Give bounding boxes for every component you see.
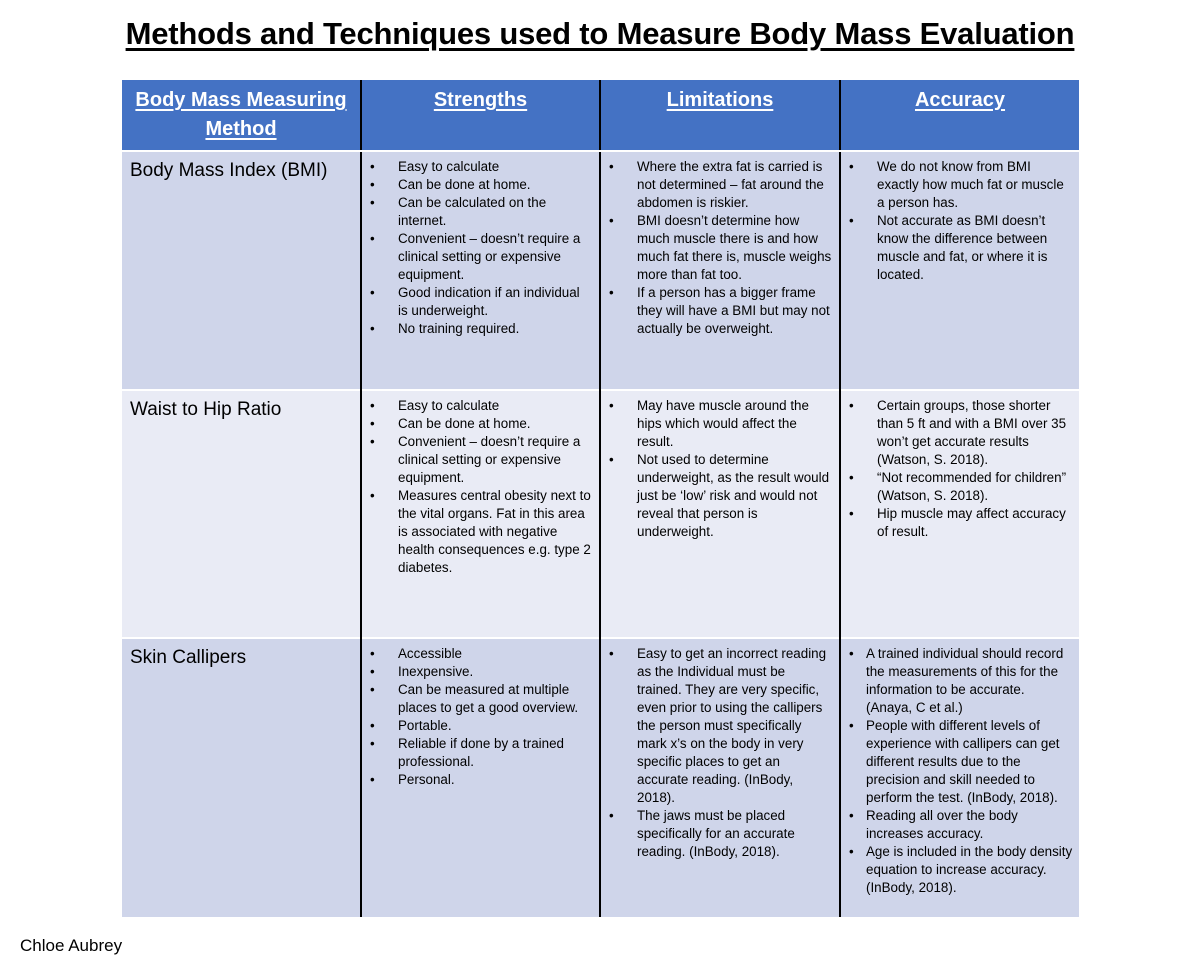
list-item: • We do not know from BMI exactly how much fat or muscle a person has. (849, 158, 1073, 212)
list-item: • Can be calculated on the internet. (370, 194, 593, 230)
accuracy-list (841, 152, 1079, 284)
method-name: Body Mass Index (BMI) (130, 160, 328, 181)
author-name: Chloe Aubrey (20, 936, 123, 955)
page-title: Methods and Techniques used to Measure Body Mass Evaluation (125, 16, 1075, 51)
list-item: • Where the extra fat is carried is not determined – fat around the abdomen is riskier. (609, 158, 833, 212)
list-item: • Can be done at home. (370, 415, 593, 433)
table-row (122, 638, 1079, 917)
method-name: Skin Callipers (130, 647, 247, 668)
header-limitations: Limitations (600, 80, 840, 151)
limitations-cell (600, 638, 840, 917)
limitations-list (601, 152, 839, 338)
header-strengths: Strengths (361, 80, 600, 151)
method-cell (122, 151, 361, 390)
strengths-cell (361, 638, 600, 917)
list-item: • Convenient – doesn’t require a clinical setting or expensive equipment. (370, 433, 593, 487)
strengths-cell (361, 151, 600, 390)
list-item: • “Not recommended for children” (Watson, S. 2018). (849, 469, 1073, 505)
comparison-table (122, 80, 1079, 917)
table-row (122, 390, 1079, 638)
accuracy-cell (840, 151, 1079, 390)
list-item: • Good indication if an individual is underweight. (370, 284, 593, 320)
list-item: • Not used to determine underweight, as the result would just be ‘low’ risk and would not reveal that person is underweight. (609, 451, 833, 541)
list-item: • Accessible (370, 645, 593, 663)
list-item: • Age is included in the body density equation to increase accuracy. (InBody, 2018). (849, 843, 1073, 897)
limitations-list (601, 391, 839, 541)
header-method: Body Mass Measuring Method (122, 80, 361, 151)
strengths-list (362, 391, 599, 577)
accuracy-cell (840, 390, 1079, 638)
strengths-cell (361, 390, 600, 638)
list-item: • May have muscle around the hips which would affect the result. (609, 397, 833, 451)
list-item: • Not accurate as BMI doesn’t know the difference between muscle and fat, or where it is located. (849, 212, 1073, 284)
list-item: • No training required. (370, 320, 593, 338)
accuracy-cell (840, 638, 1079, 917)
list-item: • People with different levels of experience with callipers can get different results due to the precision and skill needed to perform the test. (InBody, 2018). (849, 717, 1073, 807)
accuracy-list (841, 639, 1079, 897)
list-item: • Portable. (370, 717, 593, 735)
list-item: • A trained individual should record the measurements of this for the information to be accurate. (Anaya, C et al.) (849, 645, 1073, 717)
list-item: • The jaws must be placed specifically for an accurate reading. (InBody, 2018). (609, 807, 833, 861)
accuracy-list (841, 391, 1079, 541)
header-row (122, 80, 1079, 151)
limitations-cell (600, 151, 840, 390)
limitations-list (601, 639, 839, 861)
table-row (122, 151, 1079, 390)
method-cell (122, 390, 361, 638)
method-name: Waist to Hip Ratio (130, 399, 282, 420)
header-accuracy: Accuracy (840, 80, 1079, 151)
limitations-cell (600, 390, 840, 638)
list-item: • Certain groups, those shorter than 5 ft and with a BMI over 35 won’t get accurate results (Watson, S. 2018). (849, 397, 1073, 469)
list-item: • Easy to calculate (370, 158, 593, 176)
list-item: • Easy to get an incorrect reading as the Individual must be trained. They are very specific, even prior to using the callipers the person must specifically mark x’s on the body in very specific places to get an accurate reading. (InBody, 2018). (609, 645, 833, 807)
list-item: • Reading all over the body increases accuracy. (849, 807, 1073, 843)
list-item: • Can be measured at multiple places to get a good overview. (370, 681, 593, 717)
strengths-list (362, 152, 599, 338)
strengths-list (362, 639, 599, 789)
list-item: • Personal. (370, 771, 593, 789)
list-item: • Reliable if done by a trained professional. (370, 735, 593, 771)
list-item: • If a person has a bigger frame they will have a BMI but may not actually be overweight. (609, 284, 833, 338)
list-item: • Can be done at home. (370, 176, 593, 194)
list-item: • Inexpensive. (370, 663, 593, 681)
list-item: • Easy to calculate (370, 397, 593, 415)
list-item: • BMI doesn’t determine how much muscle there is and how much fat there is, muscle weighs more than fat too. (609, 212, 833, 284)
list-item: • Convenient – doesn’t require a clinical setting or expensive equipment. (370, 230, 593, 284)
list-item: • Hip muscle may affect accuracy of result. (849, 505, 1073, 541)
method-cell (122, 638, 361, 917)
list-item: • Measures central obesity next to the vital organs. Fat in this area is associated with negative health consequences e.g. type 2 diabetes. (370, 487, 593, 577)
